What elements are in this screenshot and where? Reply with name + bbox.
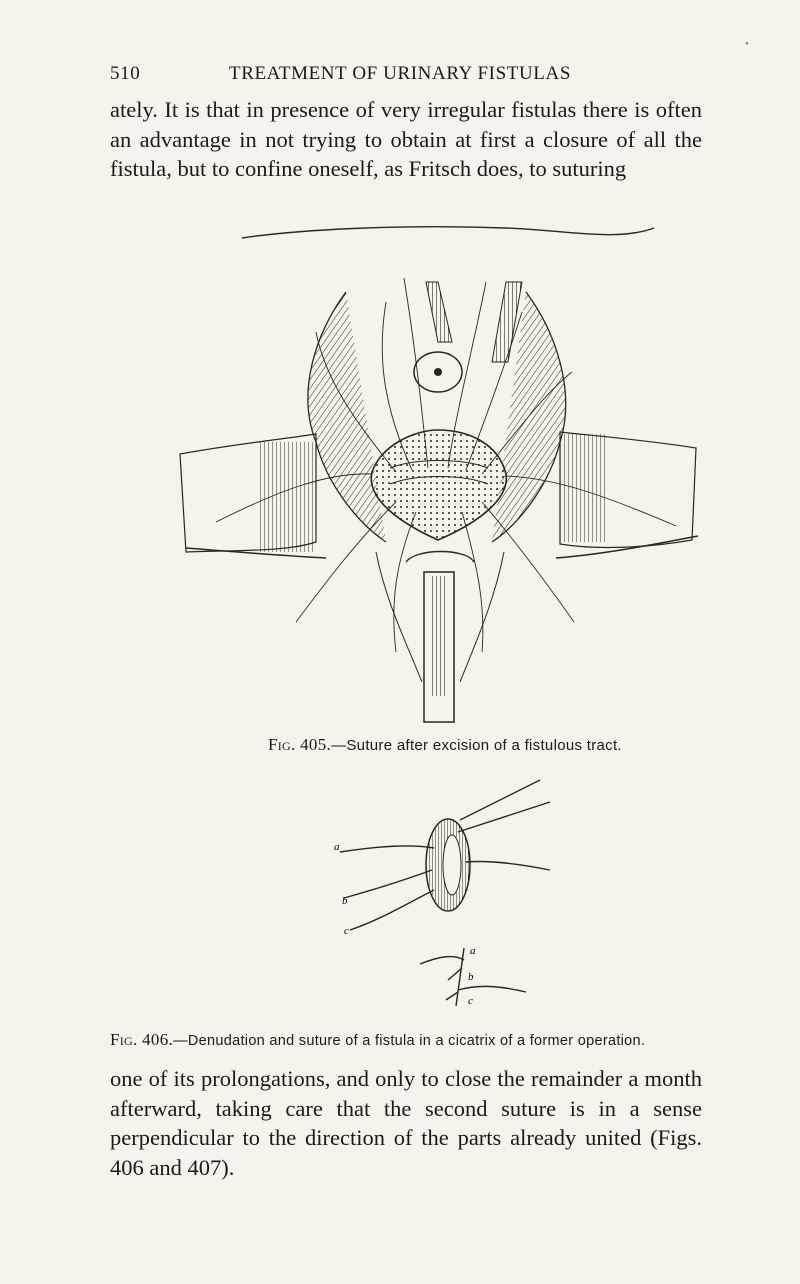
- figure-405-label: Fig. 405.: [268, 735, 332, 754]
- fig406-label-a-upper: a: [334, 841, 340, 853]
- paragraph-bottom: one of its prolongations, and only to close the remainder a month afterward, taking care that the second suture is in a sense perpendicular to the direction of the parts already united (Figs. 406 and 407).: [110, 1066, 702, 1180]
- page-number: 510: [110, 63, 141, 84]
- paragraph-top: ately. It is that in presence of very irregular fistulas there is often an advantage in not trying to obtain at first a closure of all the fistula, but to confine oneself, as Fritsch does, to suturing: [110, 97, 702, 181]
- running-head: [110, 63, 690, 87]
- figure-406-illustration: [330, 770, 560, 1015]
- running-title: TREATMENT OF URINARY FISTULAS: [228, 63, 571, 84]
- figure-406-label: Fig. 406.: [110, 1030, 174, 1049]
- fig406-label-c-lower: c: [468, 995, 473, 1007]
- fig406-label-b-lower: b: [468, 971, 474, 983]
- fig406-label-c-upper: c: [344, 925, 349, 937]
- figure-406-caption: [110, 1030, 790, 1050]
- margin-mark: •: [745, 38, 749, 50]
- figure-405-caption: [268, 735, 748, 755]
- figure-406-caption-text: —Denudation and suture of a fistula in a cicatrix of a former operation.: [173, 1033, 646, 1049]
- fig406-label-a-lower: a: [470, 945, 476, 957]
- figure-405-illustration: [176, 222, 700, 728]
- figure-405-caption-text: —Suture after excision of a fistulous tract.: [331, 737, 622, 754]
- fig406-label-b-upper: b: [342, 895, 348, 907]
